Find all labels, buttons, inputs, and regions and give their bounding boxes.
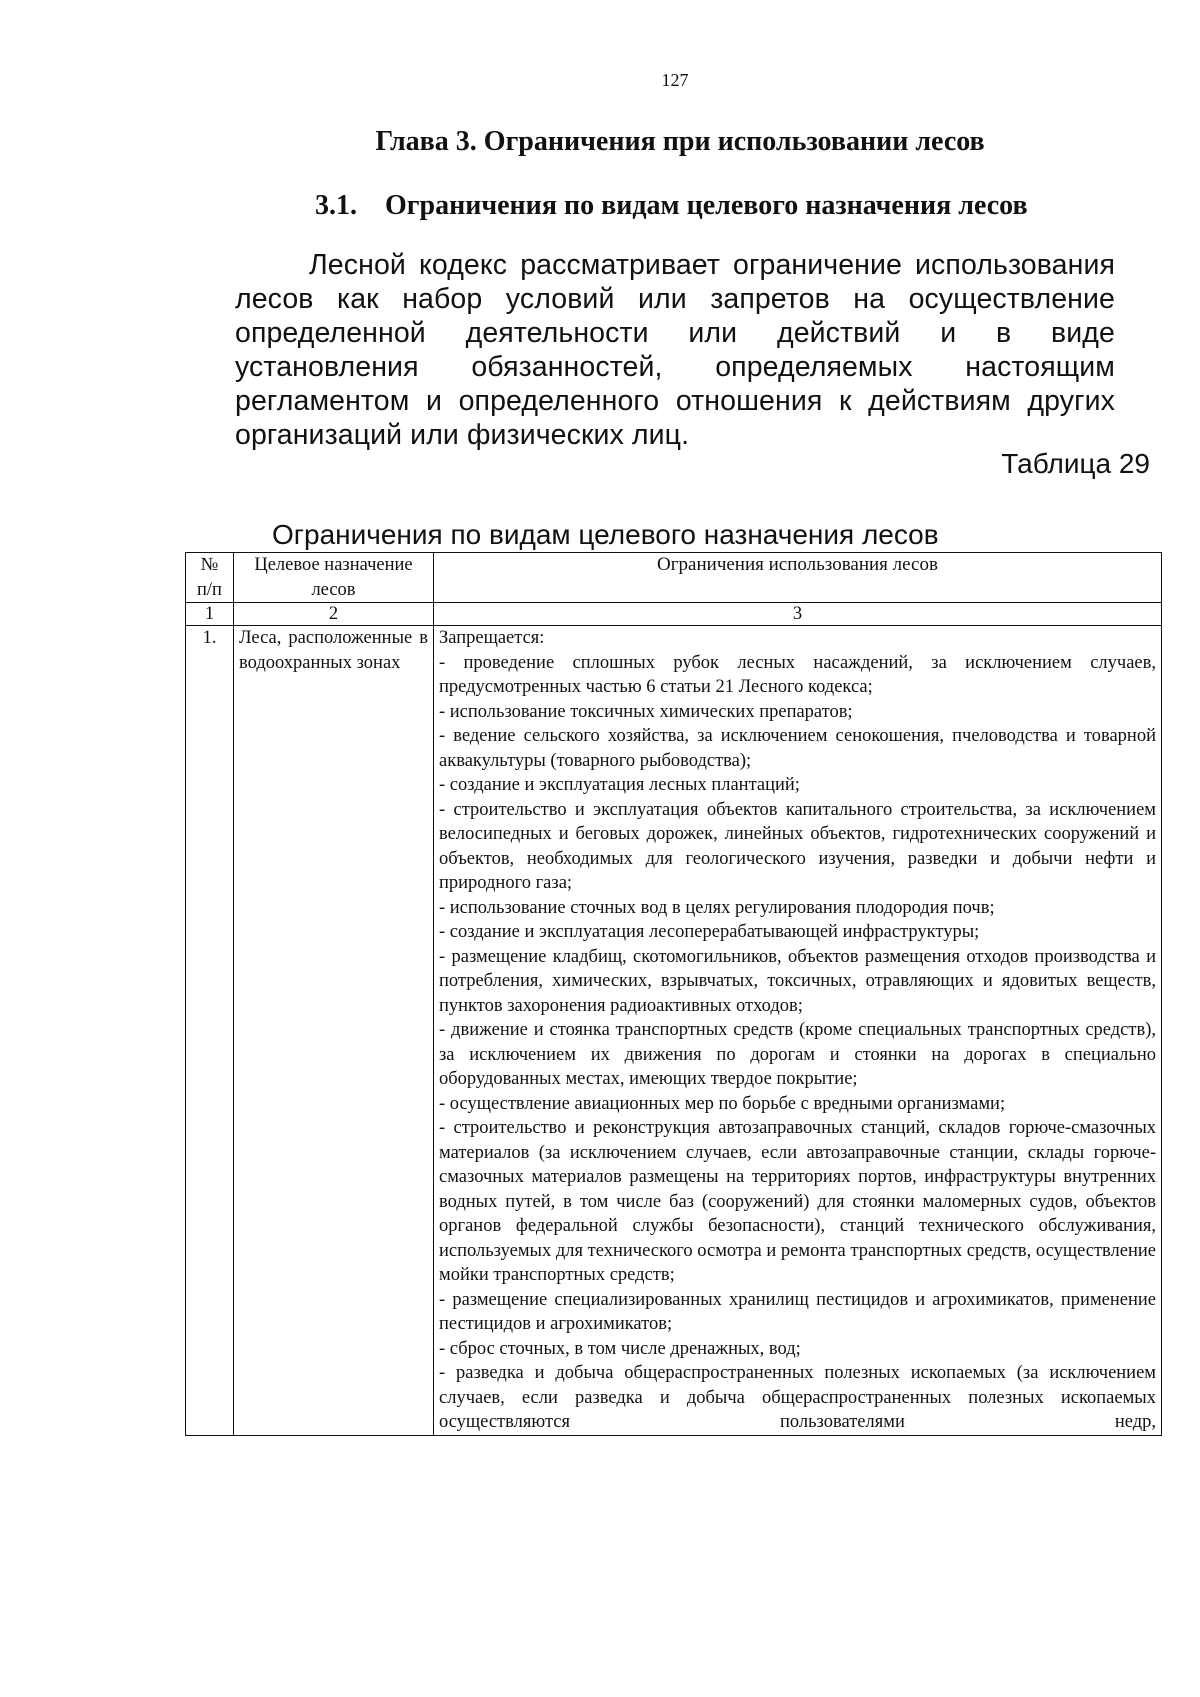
section-number: 3.1. [315, 190, 357, 221]
row-number: 1. [186, 626, 234, 1436]
row-purpose: Леса, расположенные в водоохранных зонах [234, 626, 434, 1436]
restriction-item: - разведка и добыча общераспространенных полезных ископаемых (за исключением случаев, если разведка и добыча общераспространенных полезных ископаемых осуществляются пользователями недр, [439, 1363, 1156, 1432]
row-restrictions [434, 626, 1162, 1436]
restriction-item: - сброс сточных, в том числе дренажных, вод; [439, 1338, 801, 1359]
restrictions-intro: Запрещается: [439, 628, 545, 648]
restriction-item: - проведение сплошных рубок лесных насаждений, за исключением случаев, предусмотренных частью 6 статьи 21 Лесного кодекса; [439, 652, 1156, 697]
restriction-item: - движение и стоянка транспортных средств (кроме специальных транспортных средств), за исключением их движения по дорогам и стоянки на дорогах в специально оборудованных местах, имеющих твердое покрытие; [439, 1020, 1156, 1089]
header-restrictions: Ограничения использования лесов [434, 553, 1162, 603]
page-number: 127 [661, 70, 689, 90]
column-number: 1 [186, 603, 234, 626]
header-number: № п/п [186, 553, 234, 603]
restriction-item: - осуществление авиационных мер по борьбе с вредными организмами; [439, 1093, 1006, 1114]
restriction-item: - создание и эксплуатация лесоперерабатывающей инфраструктуры; [439, 922, 980, 942]
restriction-item: - использование токсичных химических препаратов; [439, 701, 853, 722]
restriction-item: - размещение специализированных хранилищ пестицидов и агрохимикатов, применение пестицидов и агрохимикатов; [439, 1289, 1156, 1334]
restrictions-table [185, 552, 1162, 1436]
restriction-item: - строительство и эксплуатация объектов капитального строительства, за исключением велосипедных и беговых дорожек, линейных объектов, гидротехнических сооружений и объектов, необходимых для геологического изучения, разведки и добычи нефти и природного газа; [439, 799, 1156, 893]
restriction-item: - размещение кладбищ, скотомогильников, объектов размещения отходов производства и потребления, химических, взрывчатых, токсичных, отравляющих и ядовитых веществ, пунктов захоронения радиоактивных отходов; [439, 946, 1156, 1016]
column-number: 3 [434, 603, 1162, 626]
table-row [186, 626, 1162, 1436]
section-title [315, 190, 1095, 222]
restriction-item: - использование сточных вод в целях регулирования плодородия почв; [439, 897, 995, 918]
restriction-item: - ведение сельского хозяйства, за исключением сенокошения, пчеловодства и товарной аквакультуры (товарного рыбоводства); [439, 726, 1156, 771]
chapter-title: Глава 3. Ограничения при использовании лесов [375, 126, 985, 157]
column-number: 2 [234, 603, 434, 626]
table-caption: Ограничения по видам целевого назначения лесов [272, 519, 939, 550]
header-purpose: Целевое назначение лесов [234, 553, 434, 603]
intro-paragraph: Лесной кодекс рассматривает ограничение использования лесов как набор условий или запретов на осуществление определенной деятельности или действий и в виде установления обязанностей, определяемых настоящим регламентом и определенного отношения к действиям других организаций или физических лиц. [235, 249, 1115, 451]
table-label: Таблица 29 [1001, 448, 1150, 479]
restriction-item: - строительство и реконструкция автозаправочных станций, складов горюче-смазочных материалов (за исключением случаев, если автозаправочные станции, склады горюче-смазочных материалов размещены на территориях портов, инфраструктуры внутренних водных путей, в том числе баз (сооружений) для стоянки маломерных судов, объектов органов федеральной службы безопасности), станций технического обслуживания, используемых для технического осмотра и ремонта транспортных средств, осуществление мойки транспортных средств; [439, 1118, 1156, 1285]
restriction-item: - создание и эксплуатация лесных плантаций; [439, 775, 800, 795]
section-title-text: Ограничения по видам целевого назначения лесов [385, 190, 1028, 221]
table-header-row [186, 553, 1162, 603]
column-number-row [186, 603, 1162, 626]
